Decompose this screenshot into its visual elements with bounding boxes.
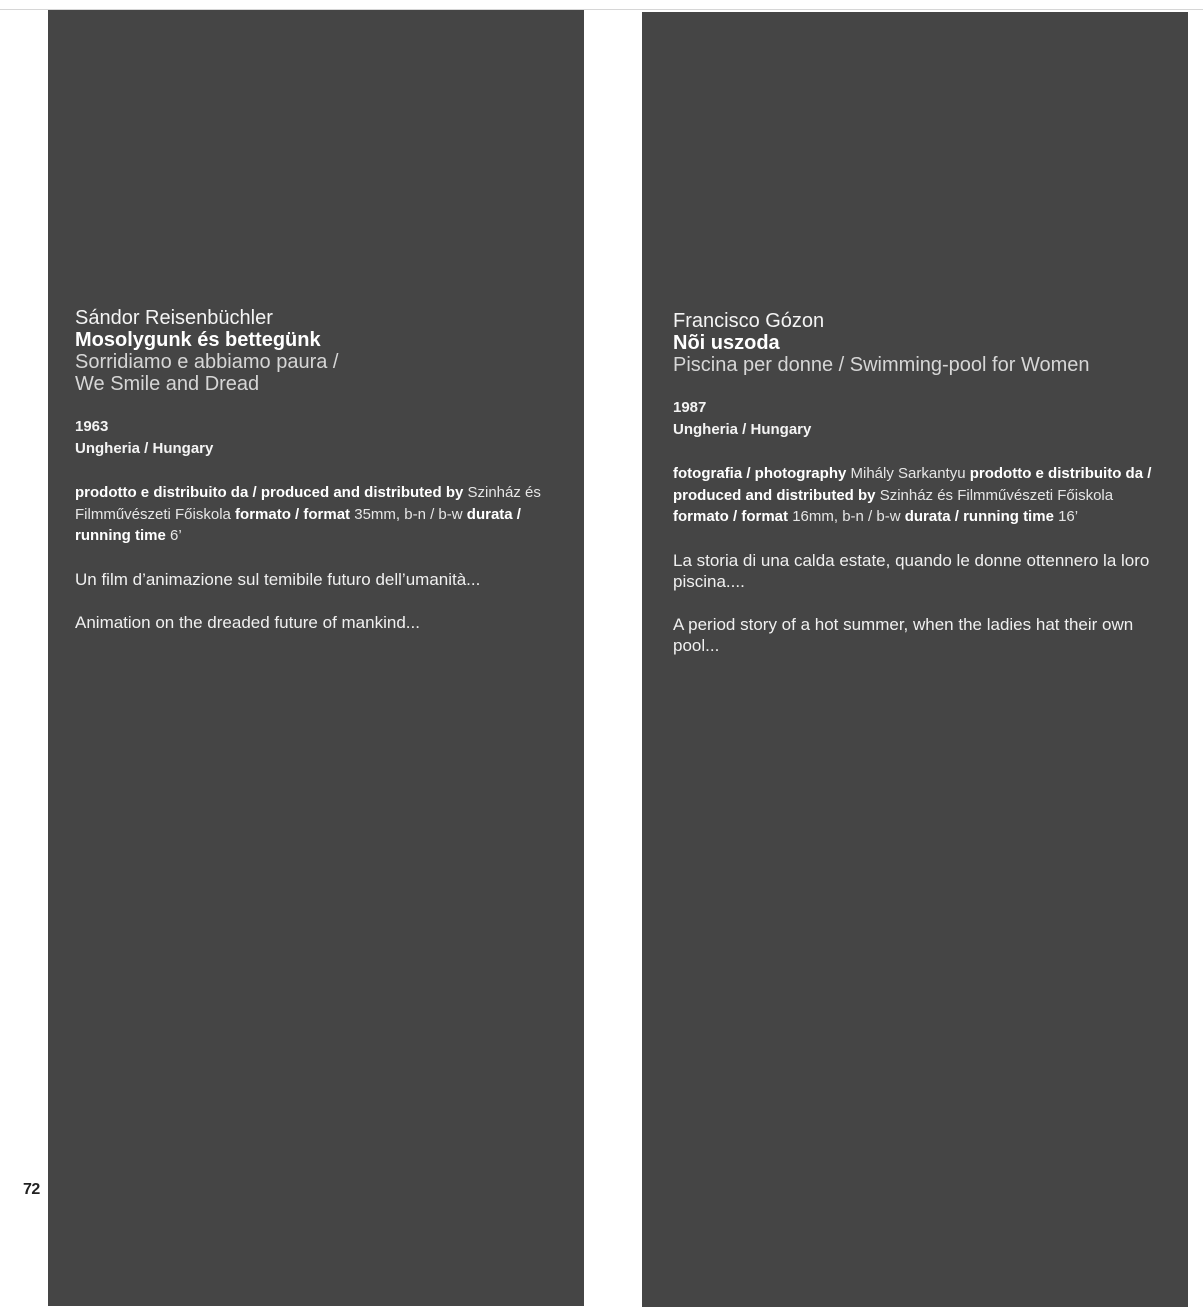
synopsis-italian: La storia di una calda estate, quando le donne ottennero la loro piscina.... [673, 550, 1150, 591]
synopsis-english: A period story of a hot summer, when the ladies hat their own pool... [673, 614, 1134, 655]
film-entry [673, 310, 1170, 678]
running-time-label: durata / running time [75, 505, 521, 544]
film-subtitle-line-1: Piscina per donne / Swimming-pool for Women [673, 354, 1090, 376]
page-number: 72 [23, 1181, 40, 1198]
director-name: Sándor Reisenbüchler [75, 307, 273, 329]
format-value: 35mm, b-n / b-w [354, 505, 463, 523]
running-time-value: 6’ [170, 527, 182, 544]
film-year: 1987 [673, 399, 707, 416]
photography-value: Mihály Sarkantyu [850, 465, 966, 482]
film-synopsis [673, 550, 1170, 656]
film-year: 1963 [75, 418, 109, 435]
film-subtitle-line-2: We Smile and Dread [75, 373, 260, 395]
produced-label: prodotto e distribuito da / produced and distributed by [75, 484, 464, 501]
film-credits [75, 482, 564, 547]
film-card-left [48, 10, 584, 1306]
film-entry [75, 307, 564, 655]
film-title: Mosolygunk és bettegünk [75, 329, 321, 351]
format-label: formato / format [235, 505, 351, 523]
film-country: Ungheria / Hungary [75, 440, 214, 457]
film-synopsis [75, 569, 564, 633]
film-country: Ungheria / Hungary [673, 421, 812, 438]
produced-label: prodotto e distribuito da / produced and distributed by [673, 465, 1152, 504]
running-time-label: durata / running time [904, 508, 1054, 525]
film-title: Nõi uszoda [673, 332, 780, 354]
produced-value: Szinház és Filmművészeti Főiskola [879, 486, 1114, 504]
film-subtitle-line-1: Sorridiamo e abbiamo paura / [75, 351, 339, 373]
format-value: 16mm, b-n / b-w [792, 508, 901, 525]
film-card-right [642, 12, 1188, 1307]
film-credits [673, 463, 1170, 528]
film-meta [75, 416, 564, 460]
synopsis-italian: Un film d’animazione sul temibile futuro dell’umanità... [75, 569, 481, 589]
synopsis-english: Animation on the dreaded future of mankind... [75, 612, 420, 632]
produced-value: Szinház és Filmművészeti Főiskola [75, 484, 541, 523]
film-meta [673, 397, 1170, 441]
format-label: formato / format [673, 508, 789, 525]
photography-label: fotografia / photography [673, 465, 847, 482]
running-time-value: 16’ [1058, 508, 1079, 525]
director-name: Francisco Gózon [673, 310, 825, 332]
